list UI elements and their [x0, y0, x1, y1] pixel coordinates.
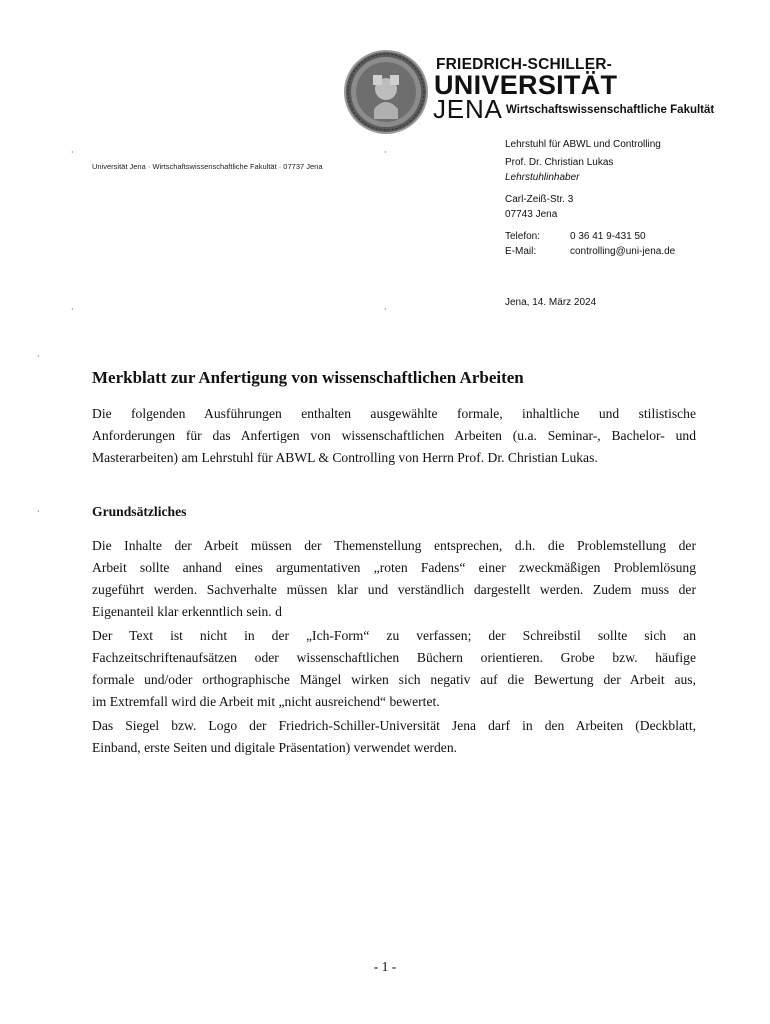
text-line: zugeführt werden. Sachverhalte müssen klar und verständlich dargestellt werden. Zudem muss der — [92, 582, 696, 597]
page-number: - 1 - — [373, 959, 397, 974]
fold-mark: · — [37, 507, 40, 516]
text-line: Einband, erste Seiten und digitale Präsentation) verwendet werden. — [92, 740, 458, 755]
paragraph-content — [92, 535, 696, 623]
letter-date: Jena, 14. März 2024 — [505, 297, 597, 308]
chair-name: Lehrstuhl für ABWL und Controlling — [505, 139, 661, 150]
fold-mark: · — [71, 148, 74, 157]
text-line: Anforderungen für das Anfertigen von wissenschaftlichen Arbeiten (u.a. Seminar-, Bachelor- und — [92, 428, 696, 443]
text-line: formale und/oder orthographische Mängel wirken sich negativ auf die Bewertung der Arbeit aus, — [92, 672, 696, 687]
text-line: Das Siegel bzw. Logo der Friedrich-Schiller-Universität Jena darf in den Arbeiten (Deckblatt, — [92, 718, 696, 733]
document-title: Merkblatt zur Anfertigung von wissenschaftlichen Arbeiten — [92, 368, 524, 387]
text-line: Masterarbeiten) am Lehrstuhl für ABWL & Controlling von Herrn Prof. Dr. Christian Lukas. — [92, 450, 598, 465]
logo-line-3: JENA — [433, 94, 503, 124]
logo-line-1: FRIEDRICH-SCHILLER- — [436, 56, 613, 73]
text-line: Fachzeitschriftenaufsätzen oder wissenschaftlichen Büchern orientieren. Grobe bzw. häufige — [92, 650, 696, 665]
fold-mark: · — [384, 305, 387, 314]
text-line: Die Inhalte der Arbeit müssen der Themenstellung entsprechen, d.h. die Problemstellung der — [92, 538, 696, 553]
professor-role: Lehrstuhlinhaber — [505, 172, 580, 183]
paragraph-style — [92, 625, 696, 713]
text-line: Eigenanteil klar erkenntlich sein. d — [92, 604, 282, 619]
logo-line-2: UNIVERSITÄT — [434, 70, 618, 100]
professor-name: Prof. Dr. Christian Lukas — [505, 157, 614, 168]
street-address: Carl-Zeiß-Str. 3 — [505, 194, 574, 205]
faculty-name: Wirtschaftswissenschaftliche Fakultät — [506, 104, 715, 116]
fold-mark: · — [37, 352, 40, 361]
paragraph-seal — [92, 715, 696, 759]
phone-label: Telefon: — [505, 231, 541, 242]
section-heading: Grundsätzliches — [92, 504, 187, 519]
phone-number: 0 36 41 9-431 50 — [570, 231, 646, 242]
email-address: controlling@uni-jena.de — [570, 246, 676, 257]
email-label: E-Mail: — [505, 246, 537, 257]
university-seal-icon — [343, 49, 429, 135]
text-line: Arbeit sollte anhand eines argumentativen „roten Fadens“ einer zweckmäßigen Problemlösung — [92, 560, 696, 575]
text-line: im Extremfall wird die Arbeit mit „nicht ausreichend“ bewertet. — [92, 694, 440, 709]
city-address: 07743 Jena — [505, 209, 558, 220]
sender-address: Universität Jena · Wirtschaftswissenschaftliche Fakultät · 07737 Jena — [92, 162, 323, 171]
text-line: Der Text ist nicht in der „Ich-Form“ zu verfassen; der Schreibstil sollte sich an — [92, 628, 696, 643]
fold-mark: · — [71, 305, 74, 314]
intro-paragraph — [92, 403, 696, 469]
fold-mark: · — [384, 148, 387, 157]
text-line: Die folgenden Ausführungen enthalten ausgewählte formale, inhaltliche und stilistische — [92, 406, 696, 421]
